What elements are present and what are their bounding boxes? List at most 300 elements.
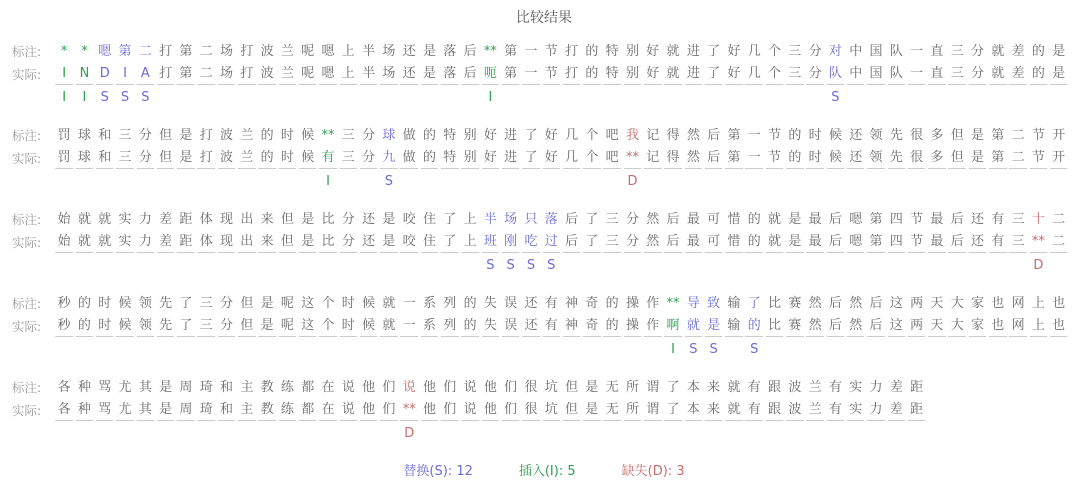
act-char: 练	[279, 399, 297, 421]
char-cell	[216, 292, 236, 361]
char-cell	[460, 376, 480, 445]
act-char: 他	[421, 399, 439, 421]
act-char: 距	[177, 231, 195, 253]
ref-char: 然	[646, 212, 660, 227]
char-cell	[277, 208, 297, 277]
char-cell	[785, 40, 805, 109]
act-char: I	[55, 63, 73, 85]
ref-char: 有	[544, 296, 558, 311]
act-char: 罚	[55, 147, 73, 169]
act-char: 队	[827, 63, 845, 85]
ref-char: 大	[950, 296, 964, 311]
row-labels	[12, 376, 54, 445]
op-marker: D	[1033, 258, 1044, 273]
ref-char: 对	[828, 44, 842, 59]
comparison-rows	[12, 40, 1076, 445]
op-marker: S	[526, 258, 536, 273]
char-cell	[399, 376, 419, 445]
act-char: 三	[116, 147, 134, 169]
char-cell	[825, 40, 845, 109]
act-char: 后	[461, 63, 479, 85]
act-char: 们	[380, 399, 398, 421]
char-cell	[460, 292, 480, 361]
act-char: 赛	[786, 315, 804, 337]
ref-char: 距	[179, 212, 193, 227]
char-cell	[338, 40, 358, 109]
ref-char: 打	[199, 128, 213, 143]
char-cell	[785, 208, 805, 277]
char-cell	[216, 124, 236, 193]
ref-char: 很	[524, 380, 538, 395]
act-char: 骂	[96, 399, 114, 421]
ref-char: 节	[910, 212, 924, 227]
char-cell	[135, 40, 155, 109]
act-char: 特	[603, 63, 621, 85]
ref-char: 个	[768, 44, 782, 59]
ref-char: 坑	[544, 380, 558, 395]
char-cell	[135, 376, 155, 445]
char-cell	[988, 40, 1008, 109]
char-cell	[886, 292, 906, 361]
act-char: 别	[461, 147, 479, 169]
ref-char: 无	[605, 380, 619, 395]
char-cell	[1008, 292, 1028, 361]
act-char: 家	[969, 315, 987, 337]
act-char: **	[400, 399, 418, 421]
char-cell	[379, 124, 399, 193]
ref-char: 来	[707, 380, 721, 395]
ref-char: 波	[788, 380, 802, 395]
char-cell	[825, 124, 845, 193]
ref-char: 了	[666, 380, 680, 395]
char-cell	[338, 208, 358, 277]
char-cell	[663, 208, 683, 277]
ref-row-label: 标注:	[12, 212, 42, 227]
act-row-label: 实际:	[12, 151, 42, 166]
act-char: 就	[96, 231, 114, 253]
char-cell	[399, 124, 419, 193]
act-char: 九	[380, 147, 398, 169]
act-char: 场	[380, 63, 398, 85]
act-char: 但	[157, 147, 175, 169]
act-char: 吃	[522, 231, 540, 253]
act-char: 实	[847, 399, 865, 421]
act-char: 第	[989, 147, 1007, 169]
char-cell	[501, 292, 521, 361]
char-cell	[216, 208, 236, 277]
ref-char: 的	[747, 212, 761, 227]
ref-char: 一	[402, 296, 416, 311]
act-char: 们	[502, 399, 520, 421]
ref-char: 出	[240, 212, 254, 227]
act-char: 上	[1030, 315, 1048, 337]
ref-char: 吧	[605, 128, 619, 143]
char-cell	[298, 40, 318, 109]
char-cell	[1049, 208, 1069, 277]
char-cell	[257, 376, 277, 445]
ref-char: 了	[747, 296, 761, 311]
ref-char: 三	[950, 44, 964, 59]
char-cell	[521, 292, 541, 361]
ref-char: 就	[727, 380, 741, 395]
act-char: 好	[482, 147, 500, 169]
act-char: 中	[847, 63, 865, 85]
act-char: 第	[177, 63, 195, 85]
char-cell	[358, 208, 378, 277]
ref-char: 他	[362, 380, 376, 395]
act-char: 最	[806, 231, 824, 253]
insertion-count	[519, 460, 576, 479]
act-char: 这	[299, 315, 317, 337]
char-cell	[115, 124, 135, 193]
char-cell	[196, 292, 216, 361]
char-cell	[501, 208, 521, 277]
ref-char: 是	[788, 212, 802, 227]
ref-char: 的	[788, 128, 802, 143]
act-char: 其	[137, 399, 155, 421]
ref-char: 时	[280, 128, 294, 143]
act-char: 的	[786, 147, 804, 169]
char-cell	[866, 124, 886, 193]
char-cell	[298, 124, 318, 193]
act-char: 是	[786, 231, 804, 253]
char-cell	[115, 292, 135, 361]
ref-char: 神	[565, 296, 579, 311]
char-cell	[1049, 292, 1069, 361]
char-cell	[582, 376, 602, 445]
marker-row-label	[12, 86, 54, 109]
act-char: 无	[603, 399, 621, 421]
char-cell	[318, 124, 338, 193]
char-cell	[521, 376, 541, 445]
act-char: 就	[664, 63, 682, 85]
ref-char: 好	[727, 44, 741, 59]
ref-char: 三	[1011, 212, 1025, 227]
act-char: 呢	[279, 315, 297, 337]
char-cell	[95, 124, 115, 193]
char-cell	[176, 376, 196, 445]
ref-char: 的	[463, 296, 477, 311]
op-marker: I	[326, 174, 330, 189]
op-marker: S	[384, 174, 394, 189]
char-cell	[724, 124, 744, 193]
char-cell	[541, 40, 561, 109]
ref-char: 秒	[57, 296, 71, 311]
act-char: 咬	[400, 231, 418, 253]
ref-char: 住	[422, 212, 436, 227]
char-cell	[744, 376, 764, 445]
ref-char: 是	[260, 296, 274, 311]
ref-char: 们	[382, 380, 396, 395]
act-char: 兰	[238, 147, 256, 169]
act-char: 误	[502, 315, 520, 337]
char-cell	[237, 208, 257, 277]
op-marker: S	[709, 342, 718, 357]
char-cell	[866, 40, 886, 109]
char-cell	[501, 124, 521, 193]
ref-char: 节	[544, 44, 558, 59]
marker-row-label	[12, 170, 54, 193]
ref-char: **	[483, 44, 497, 59]
char-cell	[886, 376, 906, 445]
ref-char: 是	[179, 128, 193, 143]
act-char: 来	[705, 399, 723, 421]
char-cell	[846, 208, 866, 277]
act-char: 坑	[543, 399, 561, 421]
ref-char: 领	[869, 128, 883, 143]
char-cell	[906, 376, 926, 445]
ref-char: 分	[971, 44, 985, 59]
act-char: 体	[197, 231, 215, 253]
ref-char: 好	[544, 128, 558, 143]
ref-char: 差	[889, 380, 903, 395]
act-char: 节	[543, 63, 561, 85]
char-cell	[74, 292, 94, 361]
act-char: 分	[969, 63, 987, 85]
act-char: 多	[928, 147, 946, 169]
char-cell	[135, 208, 155, 277]
act-char: 有	[827, 399, 845, 421]
char-cell	[440, 292, 460, 361]
char-cell	[298, 376, 318, 445]
char-cell	[399, 208, 419, 277]
char-cell	[379, 208, 399, 277]
char-cell	[846, 292, 866, 361]
char-cell	[724, 376, 744, 445]
ref-char: 后	[463, 44, 477, 59]
act-char: 就	[725, 399, 743, 421]
ref-char: 是	[382, 212, 396, 227]
act-char: 记	[644, 147, 662, 169]
char-cell	[744, 208, 764, 277]
ref-char: 球	[382, 128, 396, 143]
act-char: 呃	[482, 63, 500, 85]
act-char: 一	[400, 315, 418, 337]
act-char: 个	[583, 147, 601, 169]
act-char: 出	[238, 231, 256, 253]
ref-char: 第	[869, 212, 883, 227]
ref-char: 天	[930, 296, 944, 311]
act-char: 时	[806, 147, 824, 169]
ref-char: 上	[341, 44, 355, 59]
char-cell	[602, 124, 622, 193]
char-cell	[541, 376, 561, 445]
char-cell	[704, 124, 724, 193]
act-char: 可	[705, 231, 723, 253]
substitution-value: 12	[456, 464, 473, 479]
char-cell	[561, 40, 581, 109]
ref-char: 但	[565, 380, 579, 395]
ref-char: 一	[910, 44, 924, 59]
ref-char: 家	[971, 296, 985, 311]
char-cell	[176, 292, 196, 361]
ref-char: 但	[280, 212, 294, 227]
ref-char: 三	[788, 44, 802, 59]
op-marker: D	[627, 174, 638, 189]
act-char: 然	[847, 315, 865, 337]
act-char: 上	[461, 231, 479, 253]
char-cell	[379, 292, 399, 361]
act-char: 先	[157, 315, 175, 337]
char-cell	[257, 208, 277, 277]
deletion-value: 3	[676, 464, 685, 479]
ref-char: 其	[138, 380, 152, 395]
act-char: 过	[543, 231, 561, 253]
ref-char: 有	[828, 380, 842, 395]
act-char: 就	[380, 315, 398, 337]
char-cell	[1028, 40, 1048, 109]
act-char: 本	[685, 399, 703, 421]
char-cell	[318, 292, 338, 361]
ref-char: 第	[504, 44, 518, 59]
act-char: 一	[522, 63, 540, 85]
char-cell	[947, 208, 967, 277]
act-char: 他	[360, 399, 378, 421]
act-char: 后	[827, 315, 845, 337]
act-char: 分	[360, 147, 378, 169]
comparison-row-2	[12, 124, 1076, 193]
ref-char: 说	[402, 380, 416, 395]
ref-char: 他	[483, 380, 497, 395]
char-cell	[805, 292, 825, 361]
act-char: 个	[319, 315, 337, 337]
act-char: 兰	[279, 63, 297, 85]
char-cell	[399, 40, 419, 109]
ref-char: 力	[869, 380, 883, 395]
act-char: 候	[827, 147, 845, 169]
ref-char: 兰	[280, 44, 294, 59]
act-char: 候	[116, 315, 134, 337]
char-cell	[744, 124, 764, 193]
act-char: 时	[96, 315, 114, 337]
ref-char: 兰	[808, 380, 822, 395]
char-cell	[764, 292, 784, 361]
char-cells	[54, 124, 1069, 193]
ref-char: 时	[808, 128, 822, 143]
act-char: 呢	[299, 63, 317, 85]
char-cell	[440, 124, 460, 193]
char-cell	[399, 292, 419, 361]
ref-char: 说	[341, 380, 355, 395]
ref-char: 主	[240, 380, 254, 395]
act-char: 住	[421, 231, 439, 253]
ref-char: 差	[159, 212, 173, 227]
ref-char: 开	[1052, 128, 1066, 143]
char-cell	[1008, 208, 1028, 277]
ref-char: 作	[646, 296, 660, 311]
ref-char: 两	[910, 296, 924, 311]
char-cell	[521, 208, 541, 277]
ref-char: 时	[98, 296, 112, 311]
ref-char: 十	[1031, 212, 1045, 227]
act-char: 做	[400, 147, 418, 169]
act-char: 波	[786, 399, 804, 421]
char-cell	[54, 376, 74, 445]
char-cell	[115, 376, 135, 445]
act-char: 分	[340, 231, 358, 253]
op-marker: S	[486, 258, 495, 273]
char-cell	[846, 40, 866, 109]
act-char: 操	[624, 315, 642, 337]
act-char: 好	[725, 63, 743, 85]
act-char: 有	[319, 147, 337, 169]
ref-char: 几	[747, 44, 761, 59]
char-cell	[785, 376, 805, 445]
act-char: 所	[624, 399, 642, 421]
ref-char: 半	[362, 44, 376, 59]
deletion-label: 缺失(D):	[621, 464, 673, 479]
char-cell	[805, 124, 825, 193]
char-cell	[582, 208, 602, 277]
act-char: 有	[989, 231, 1007, 253]
act-char: 然	[644, 231, 662, 253]
char-cell	[988, 292, 1008, 361]
char-cell	[480, 208, 500, 277]
char-cell	[196, 40, 216, 109]
char-cell	[277, 376, 297, 445]
act-char: 了	[177, 315, 195, 337]
ref-char: 周	[179, 380, 193, 395]
ref-char: 特	[605, 44, 619, 59]
act-char: 是	[1050, 63, 1068, 85]
act-char: 半	[360, 63, 378, 85]
act-char: 是	[177, 147, 195, 169]
char-cell	[257, 292, 277, 361]
act-char: 是	[258, 315, 276, 337]
op-marker: I	[82, 90, 87, 105]
ref-char: 分	[341, 212, 355, 227]
act-char: 还	[847, 147, 865, 169]
ref-char: 进	[504, 128, 518, 143]
act-char: 场	[218, 63, 236, 85]
ref-char: 奇	[585, 296, 599, 311]
marker-row-label	[12, 338, 54, 361]
ref-char: 但	[950, 128, 964, 143]
ref-char: 中	[849, 44, 863, 59]
char-cells	[54, 292, 1069, 361]
char-cell	[338, 124, 358, 193]
ref-row-label: 标注:	[12, 380, 42, 395]
char-cell	[1049, 124, 1069, 193]
substitution-count	[403, 460, 472, 479]
char-cell	[176, 124, 196, 193]
char-cell	[906, 208, 926, 277]
act-char: 打	[157, 63, 175, 85]
ref-char: 很	[910, 128, 924, 143]
char-cell	[115, 40, 135, 109]
ref-char: 打	[565, 44, 579, 59]
ref-char: 是	[971, 128, 985, 143]
ref-char: 有	[747, 380, 761, 395]
ref-char: 是	[159, 380, 173, 395]
ref-char: 队	[889, 44, 903, 59]
char-cell	[683, 40, 703, 109]
char-cell	[967, 124, 987, 193]
act-char: N	[76, 63, 94, 85]
char-cell	[318, 208, 338, 277]
act-char: 几	[563, 147, 581, 169]
char-cell	[135, 124, 155, 193]
ref-char: 的	[77, 296, 91, 311]
ref-char: 就	[382, 296, 396, 311]
ref-char: 特	[443, 128, 457, 143]
ref-char: 嗯	[321, 44, 335, 59]
char-cell	[663, 40, 683, 109]
ref-row-label: 标注:	[12, 296, 42, 311]
act-char: 始	[55, 231, 73, 253]
ref-char: 种	[77, 380, 91, 395]
ref-char: 实	[118, 212, 132, 227]
